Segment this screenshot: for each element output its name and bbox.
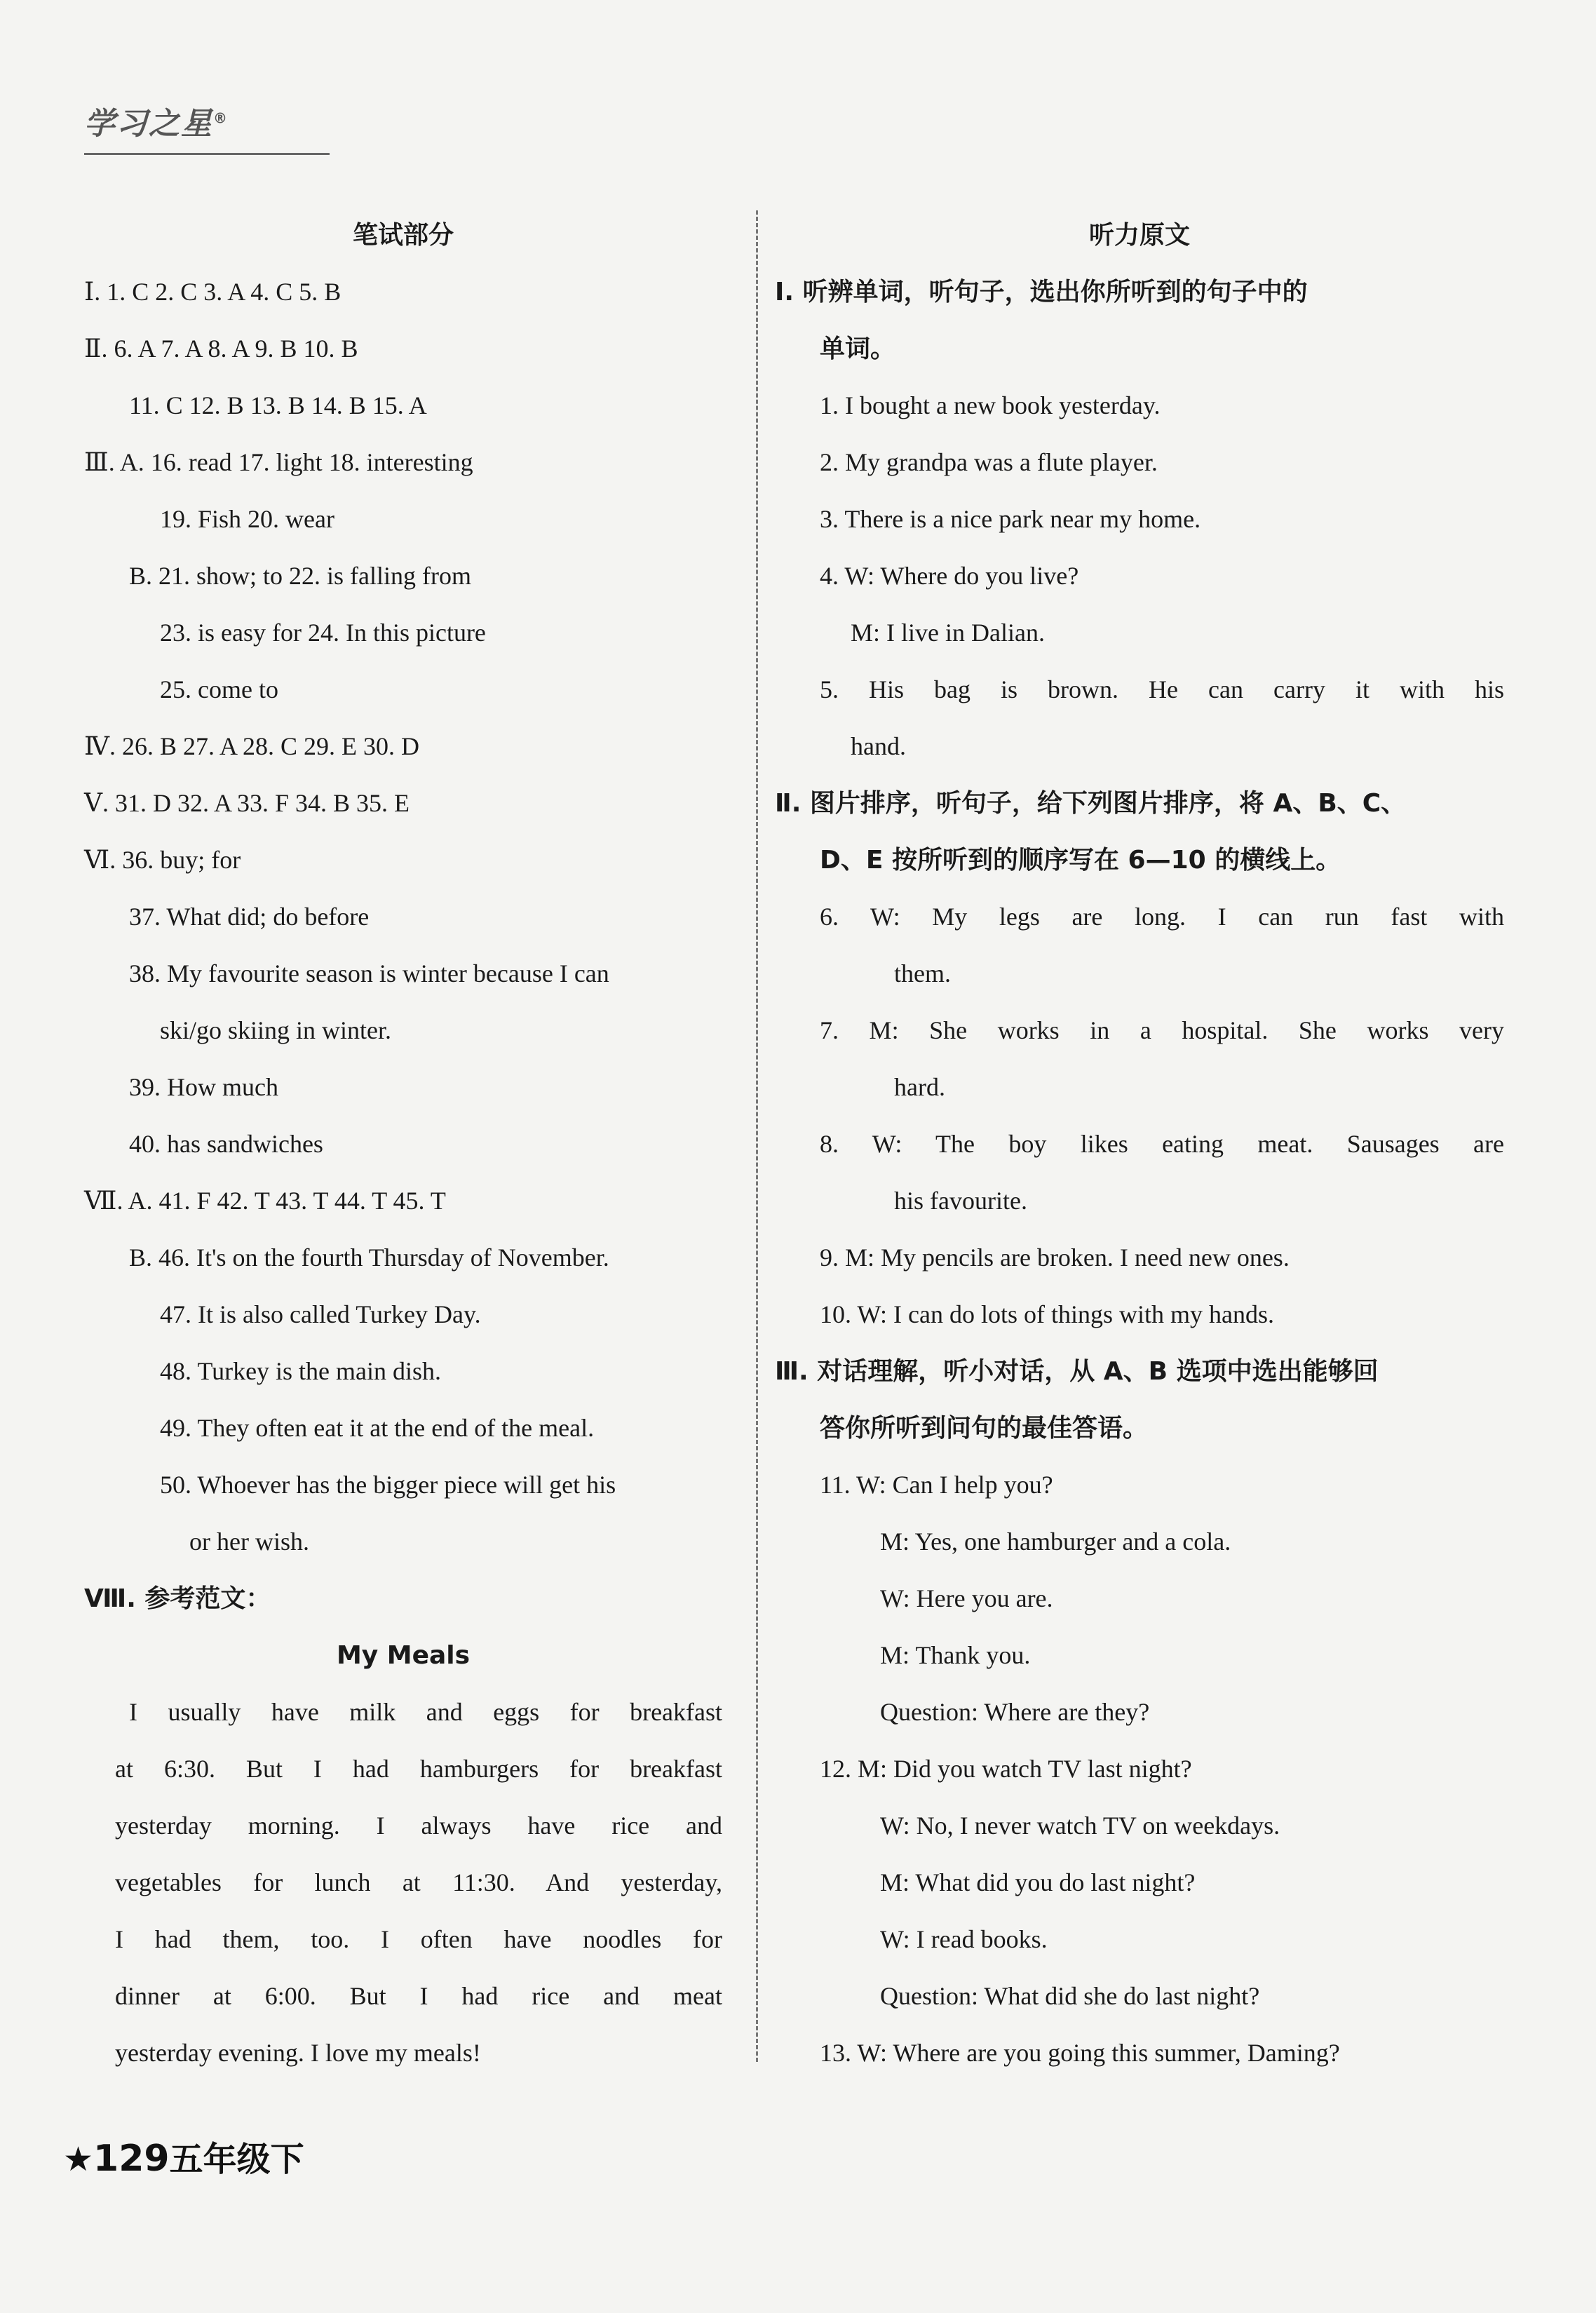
answer-line: or her wish. [189, 1528, 309, 1556]
answer-line: Ⅳ. 26. B 27. A 28. C 29. E 30. D [84, 732, 420, 760]
answer-line: Ⅴ. 31. D 32. A 33. F 34. B 35. E [84, 789, 410, 817]
script-line: 4. W: Where do you live? [820, 562, 1079, 590]
answer-line: 49. They often eat it at the end of the meal. [160, 1414, 595, 1442]
column-divider [756, 210, 758, 2062]
answer-line: B. 21. show; to 22. is falling from [129, 562, 471, 590]
answer-line: Ⅶ. A. 41. F 42. T 43. T 44. T 45. T [84, 1187, 446, 1215]
essay-line: at 6:30. But I had hamburgers for breakfast [115, 1755, 722, 1783]
script-line: M: Yes, one hamburger and a cola. [880, 1528, 1231, 1556]
script-line: 13. W: Where are you going this summer, Daming? [820, 2039, 1340, 2067]
section-instruction: Ⅱ. 图片排序，听句子，给下列图片排序，将 A、B、C、 [775, 789, 1407, 818]
script-line: M: I live in Dalian. [851, 619, 1045, 647]
answer-line: 47. It is also called Turkey Day. [160, 1300, 481, 1328]
essay-line: I had them, too. I often have noodles for [115, 1925, 722, 1953]
answer-line: 39. How much [129, 1073, 278, 1101]
page-number: 129 [93, 2138, 170, 2180]
answer-line: 50. Whoever has the bigger piece will get his [160, 1471, 616, 1499]
star-icon: ★ [63, 2140, 94, 2179]
script-line: W: I read books. [880, 1925, 1048, 1953]
grade-label: 五年级下 [169, 2140, 304, 2179]
script-line: 7. M: She works in a hospital. She works very [820, 1016, 1504, 1044]
script-line: M: Thank you. [880, 1641, 1031, 1669]
answer-line: 48. Turkey is the main dish. [160, 1357, 442, 1385]
answer-line: 25. come to [160, 675, 278, 703]
script-line: 10. W: I can do lots of things with my hands. [820, 1300, 1274, 1328]
essay-line: yesterday morning. I always have rice and [115, 1812, 722, 1840]
registered-mark: ® [213, 109, 229, 127]
answer-line: 11. C 12. B 13. B 14. B 15. A [129, 391, 427, 419]
answer-line: 40. has sandwiches [129, 1130, 323, 1158]
script-line: 2. My grandpa was a flute player. [820, 448, 1158, 476]
page-footer [63, 2132, 304, 2180]
answer-line: Ⅰ. 1. C 2. C 3. A 4. C 5. B [84, 278, 341, 306]
essay-line: yesterday evening. I love my meals! [115, 2039, 481, 2067]
script-line: 8. W: The boy likes eating meat. Sausages are [820, 1130, 1504, 1158]
script-line: Question: What did she do last night? [880, 1982, 1260, 2010]
essay-line: dinner at 6:00. But I had rice and meat [115, 1982, 722, 2010]
script-line: his favourite. [894, 1187, 1027, 1215]
section-instruction: Ⅰ. 听辨单词，听句子，选出你所听到的句子中的 [775, 278, 1308, 306]
section-instruction: D、E 按所听到的顺序写在 6—10 的横线上。 [820, 846, 1341, 875]
script-line: hand. [851, 732, 906, 760]
essay-line: I usually have milk and eggs for breakfast [129, 1698, 722, 1726]
section-instruction: Ⅲ. 对话理解，听小对话，从 A、B 选项中选出能够回 [775, 1357, 1379, 1386]
answer-line: ski/go skiing in winter. [160, 1016, 392, 1044]
script-line: Question: Where are they? [880, 1698, 1150, 1726]
answer-line: 23. is easy for 24. In this picture [160, 619, 486, 647]
section-instruction: 单词。 [820, 335, 896, 363]
essay-line: vegetables for lunch at 11:30. And yesterday, [115, 1868, 722, 1896]
publisher-logo [84, 98, 229, 143]
script-line: W: Here you are. [880, 1584, 1053, 1612]
script-line: W: No, I never watch TV on weekdays. [880, 1812, 1280, 1840]
section-instruction: 答你所听到问句的最佳答语。 [820, 1414, 1149, 1443]
script-line: 12. M: Did you watch TV last night? [820, 1755, 1192, 1783]
script-line: hard. [894, 1073, 945, 1101]
logo-text: 学习之星 [84, 106, 213, 142]
essay-title: My Meals [336, 1641, 471, 1670]
answer-line: 38. My favourite season is winter because I can [129, 959, 609, 987]
written-section-title: 笔试部分 [352, 221, 454, 250]
answer-line: 19. Fish 20. wear [160, 505, 334, 533]
sample-essay-label: Ⅷ. 参考范文： [84, 1584, 271, 1613]
script-line: 11. W: Can I help you? [820, 1471, 1053, 1499]
script-line: them. [894, 959, 951, 987]
answer-line: Ⅵ. 36. buy; for [84, 846, 241, 874]
header-rule [84, 153, 330, 155]
script-line: 1. I bought a new book yesterday. [820, 391, 1161, 419]
answer-line: Ⅱ. 6. A 7. A 8. A 9. B 10. B [84, 335, 358, 363]
written-section-column [84, 207, 722, 2082]
script-line: M: What did you do last night? [880, 1868, 1196, 1896]
script-line: 5. His bag is brown. He can carry it with his [820, 675, 1504, 703]
script-line: 3. There is a nice park near my home. [820, 505, 1201, 533]
script-line: 9. M: My pencils are broken. I need new ones. [820, 1243, 1290, 1272]
answer-line: 37. What did; do before [129, 903, 370, 931]
listening-script-column [775, 207, 1504, 2082]
script-line: 6. W: My legs are long. I can run fast with [820, 903, 1504, 931]
listening-script-title: 听力原文 [1088, 221, 1190, 250]
answer-line: B. 46. It's on the fourth Thursday of November. [129, 1243, 609, 1272]
answer-line: Ⅲ. A. 16. read 17. light 18. interesting [84, 448, 473, 476]
